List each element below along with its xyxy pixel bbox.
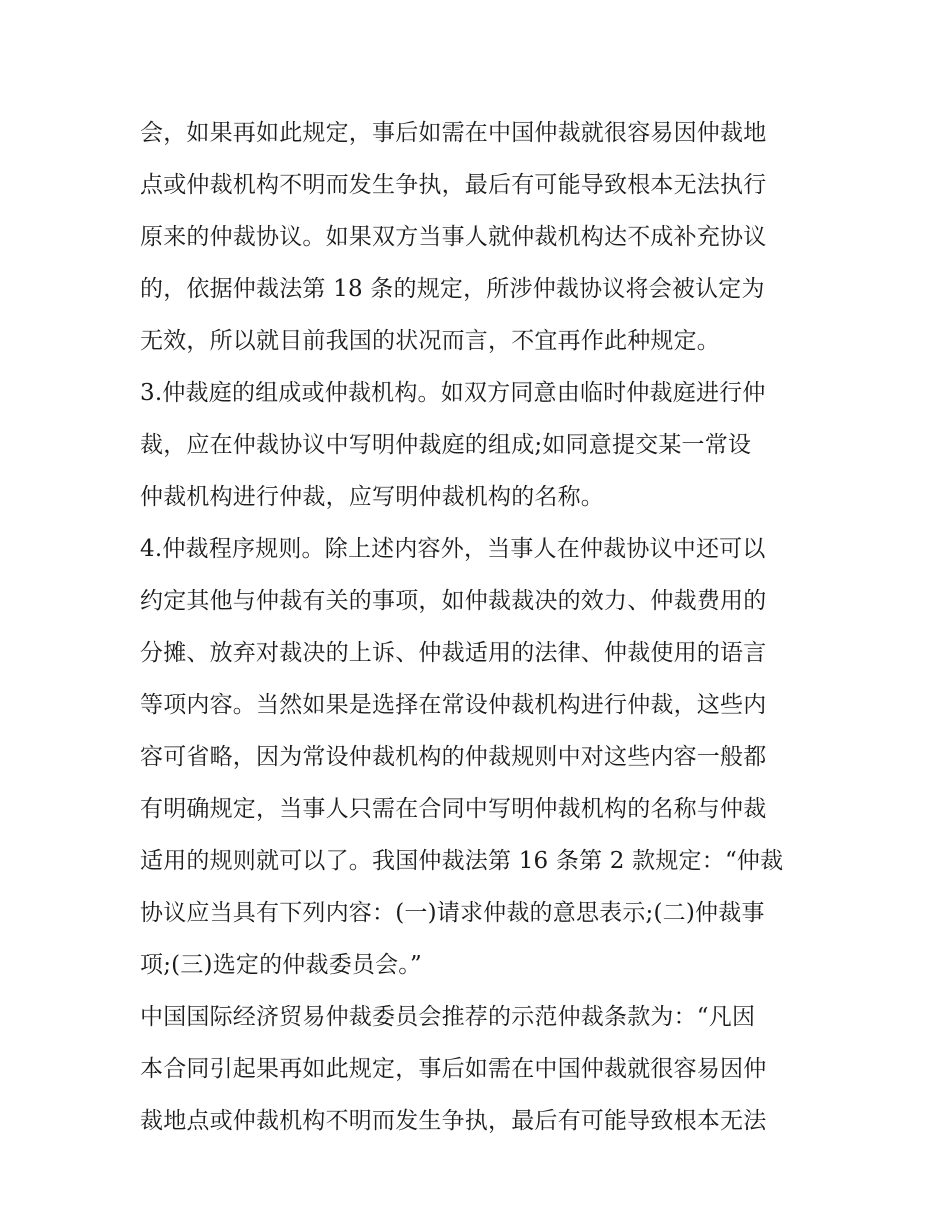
text-line: 等项内容。当然如果是选择在常设仲裁机构进行仲裁，这些内 <box>140 692 767 718</box>
text-line: 有明确规定，当事人只需在合同中写明仲裁机构的名称与仲裁 <box>140 796 767 822</box>
text-line: 会，如果再如此规定，事后如需在中国仲裁就很容易因仲裁地 <box>140 120 767 146</box>
text-line: 4.仲裁程序规则。除上述内容外，当事人在仲裁协议中还可以 <box>140 536 766 562</box>
text-line: 约定其他与仲裁有关的事项，如仲裁裁决的效力、仲裁费用的 <box>140 588 767 614</box>
text-line: 本合同引起果再如此规定，事后如需在中国仲裁就很容易因仲 <box>140 1056 767 1082</box>
text-line: 的，依据仲裁法第 18 条的规定，所涉仲裁协议将会被认定为 <box>140 276 765 302</box>
text-line: 容可省略，因为常设仲裁机构的仲裁规则中对这些内容一般都 <box>140 744 767 770</box>
text-line: 仲裁机构进行仲裁，应写明仲裁机构的名称。 <box>140 484 604 510</box>
text-line: 裁，应在仲裁协议中写明仲裁庭的组成;如同意提交某一常设 <box>140 432 752 458</box>
text-line: 原来的仲裁协议。如果双方当事人就仲裁机构达不成补充协议 <box>140 224 767 250</box>
text-line: 协议应当具有下列内容：(一)请求仲裁的意思表示;(二)仲裁事 <box>140 900 765 926</box>
text-line: 项;(三)选定的仲裁委员会。” <box>140 952 422 978</box>
text-line: 3.仲裁庭的组成或仲裁机构。如双方同意由临时仲裁庭进行仲 <box>140 380 766 406</box>
text-line: 无效，所以就目前我国的状况而言，不宜再作此种规定。 <box>140 328 720 354</box>
text-line: 裁地点或仲裁机构不明而发生争执，最后有可能导致根本无法 <box>140 1108 767 1134</box>
text-line: 中国国际经济贸易仲裁委员会推荐的示范仲裁条款为：“凡因 <box>140 1004 756 1030</box>
text-line: 分摊、放弃对裁决的上诉、仲裁适用的法律、仲裁使用的语言 <box>140 640 767 666</box>
document-body-text <box>140 107 820 1147</box>
text-line: 适用的规则就可以了。我国仲裁法第 16 条第 2 款规定：“仲裁 <box>140 848 784 874</box>
text-line: 点或仲裁机构不明而发生争执，最后有可能导致根本无法执行 <box>140 172 767 198</box>
